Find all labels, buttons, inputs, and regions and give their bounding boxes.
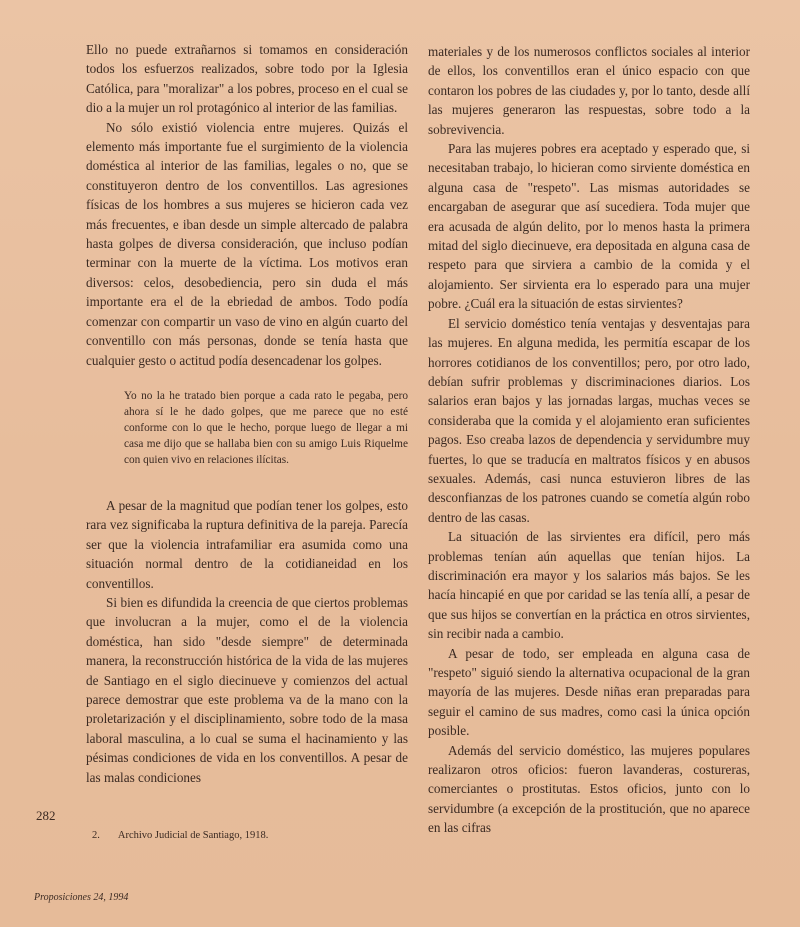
block-quote	[124, 388, 408, 468]
quote-text: Yo no la he tratado bien porque a cada rato le pegaba, pero ahora sí le he dado golpes, que me parece que no esté conforme con lo que le hecho, porque luego de llegar a mi casa me dijo que se hallaba bien con su amigo Luis Riquelme con quien vivo en relaciones ilícitas.	[124, 389, 408, 466]
paragraph: El servicio doméstico tenía ventajas y desventajas para las mujeres. En alguna medida, les permitía escapar de los horrores cotidianos de los conventillos; pero, por otro lado, debían sufrir problemas y discriminaciones diarios. Los salarios eran bajos y las jornadas largas, muchas veces se consideraba que la comida y el alojamiento eran suficientes pagos. Eso creaba lazos de dependencia y servidumbre muy fuertes, lo que se traducía en maltratos físicos y en abusos sexuales. Además, casi nunca estuvieron libres de las desconfianzas de los patrones cuando se cometía algún robo dentro de las casas.	[428, 315, 750, 525]
paragraph: Además del servicio doméstico, las mujeres populares realizaron otros oficios: fueron lavanderas, costureras, comerciantes o prostitutas. Estos oficios, junto con lo servidumbre (a excepción de la prostitución, que no aparece en las cifras	[428, 742, 750, 836]
paragraph: Si bien es difundida la creencia de que ciertos problemas que involucran a la mujer, como el de la violencia doméstica, han sido "desde siempre" de determinada manera, la reconstrucción histórica de la vida de las mujeres de Santiago en el siglo diecinueve y comienzos del actual parece demostrar que este problema va de la mano con la proletarización y el disciplinamiento, sobre todo de la masa laboral masculina, a lo cual se suma el hacinamiento y las pésimas condiciones de vida en los conventillos. A pesar de las malas condiciones	[86, 594, 408, 785]
paragraph: La situación de las sirvientes era difícil, pero más problemas tenían aún aquellas que tenían hijos. La discriminación era mayor y los salarios más bajos. Se les hacía hincapié en que por caridad se las tenía allí, a pesar de que sus hijos se convertían en la práctica en otros sirvientes, sin recibir nada a cambio.	[428, 529, 750, 642]
paragraph: A pesar de la magnitud que podían tener los golpes, esto rara vez significaba la ruptura definitiva de la pareja. Parecía ser que la violencia intrafamiliar era asumida como una situación normal dentro de la cotidianeidad en los conventillos.	[86, 497, 408, 591]
footnote-number: 2.	[92, 830, 100, 841]
footnote	[92, 830, 286, 841]
left-column	[86, 40, 408, 787]
right-column	[428, 42, 750, 838]
paragraph: No sólo existió violencia entre mujeres. Quizás el elemento más importante fue el surgimiento de la violencia doméstica al interior de las familias, legales o no, que se constituyeron dentro de los conventillos. Las agresiones físicas de los hombres a sus mujeres se hicieron cada vez más frecuentes, e iban desde un simple altercado de palabra hasta golpes de diversa consideración, que incluso podían terminar con la muerte de la víctima. Los motivos eran diversos: celos, desobediencia, pero sin duda el más importante era el de la ebriedad de ambos. Todo podía comenzar con compartir un vaso de vino en algún cuarto del conventillo con más personas, donde se tenía hasta que cualquier gesto o actitud podía desencadenar los golpes.	[86, 119, 408, 368]
footer-citation: Proposiciones 24, 1994	[34, 892, 129, 903]
page-number: 282	[36, 808, 56, 823]
paragraph: Para las mujeres pobres era aceptado y esperado que, si necesitaban trabajo, lo hicieran como sirviente doméstica en alguna casa de "respeto". Las mismas autoridades se encargaban de asegurar que así sucediera. Toda mujer que era acusada de algún delito, por lo menos hasta la primera mitad del siglo diecinueve, era depositada en alguna casa de respeto para que sirviera a cambio de la comida y el alojamiento. Ser sirvienta era lo esperado para una mujer pobre. ¿Cuál era la situación de estas sirvientes?	[428, 141, 750, 312]
footnote-text: Archivo Judicial de Santiago, 1918.	[117, 830, 269, 841]
paragraph: materiales y de los numerosos conflictos sociales al interior de ellos, los conventillos eran el único espacio con que contaron los pobres de las ciudades y, por lo tanto, desde allí las mujeres generaron las respuestas, sobre todo a la sobrevivencia.	[428, 44, 750, 137]
paragraph: A pesar de todo, ser empleada en alguna casa de "respeto" siguió siendo la alternativa ocupacional de la gran mayoría de las mujeres. Desde niñas eran preparadas para seguir el camino de sus madres, como casi la única opción posible.	[428, 645, 750, 739]
paragraph: Ello no puede extrañarnos si tomamos en consideración todos los esfuerzos realizados, sobre todo por la Iglesia Católica, para "moralizar" a los pobres, proceso en el cual se dio a la mujer un rol protagónico al interior de las familias.	[86, 42, 408, 116]
